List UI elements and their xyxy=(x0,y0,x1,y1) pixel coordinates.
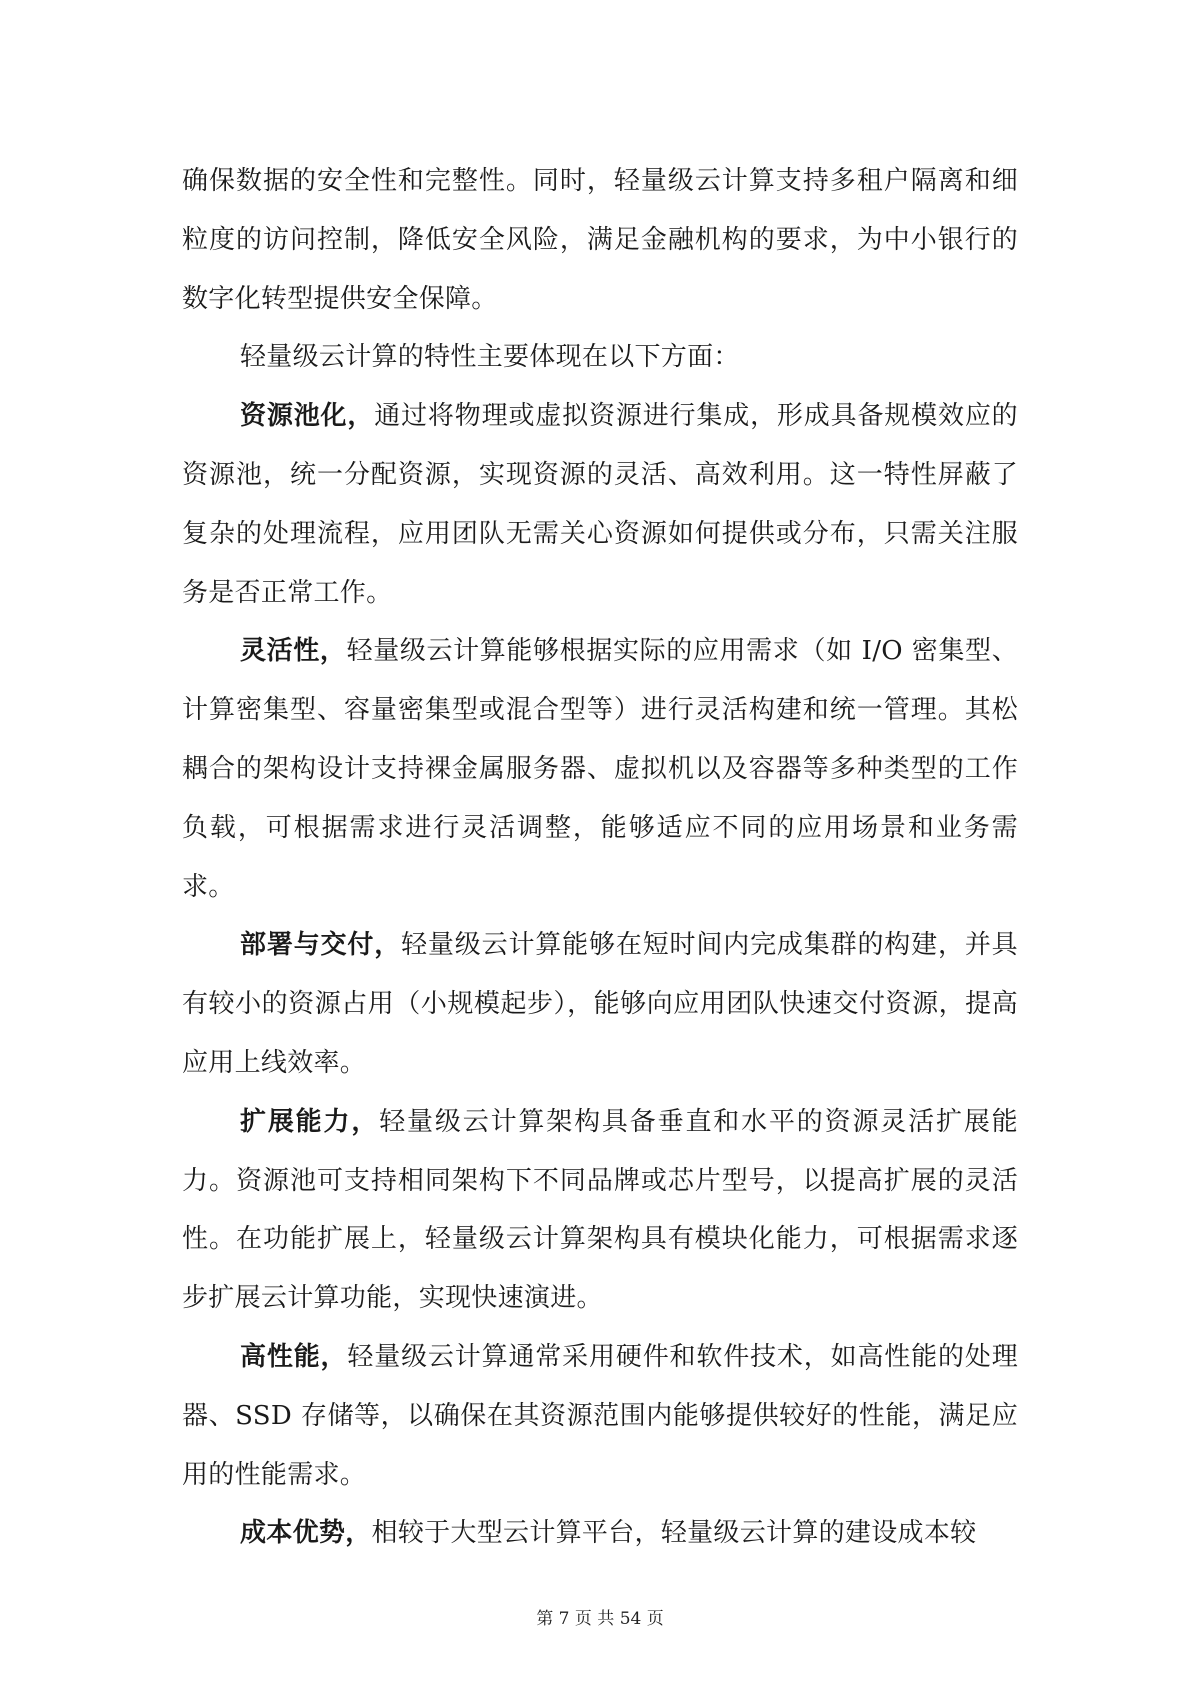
paragraph-1 xyxy=(182,328,1018,387)
paragraph-text: 相较于大型云计算平台，轻量级云计算的建设成本较 xyxy=(371,1518,977,1549)
paragraph-lead-term: 高性能， xyxy=(240,1341,348,1372)
paragraph-lead-term: 扩展能力， xyxy=(240,1106,380,1137)
paragraph-text: 确保数据的安全性和完整性。同时，轻量级云计算支持多租户隔离和细粒度的访问控制，降低安全风险，满足金融机构的要求，为中小银行的数字化转型提供安全保障。 xyxy=(182,166,1018,314)
paragraph-5 xyxy=(182,1093,1018,1328)
paragraph-lead-term: 资源池化， xyxy=(240,401,375,432)
paragraph-text: 轻量级云计算能够在短时间内完成集群的构建，并具有较小的资源占用（小规模起步），能够向应用团队快速交付资源，提高应用上线效率。 xyxy=(182,930,1018,1078)
paragraph-text: 轻量级云计算架构具备垂直和水平的资源灵活扩展能力。资源池可支持相同架构下不同品牌或芯片型号，以提高扩展的灵活性。在功能扩展上，轻量级云计算架构具有模块化能力，可根据需求逐步扩展云计算功能，实现快速演进。 xyxy=(182,1106,1018,1314)
paragraph-text: 轻量级云计算能够根据实际的应用需求（如 I/O 密集型、计算密集型、容量密集型或混合型等）进行灵活构建和统一管理。其松耦合的架构设计支持裸金属服务器、虚拟机以及容器等多种类型的工作负载，可根据需求进行灵活调整，能够适应不同的应用场景和业务需求。 xyxy=(182,636,1018,902)
paragraph-text: 轻量级云计算的特性主要体现在以下方面： xyxy=(240,342,740,373)
paragraph-4 xyxy=(182,916,1018,1092)
paragraph-lead-term: 部署与交付， xyxy=(240,930,402,961)
paragraph-2 xyxy=(182,387,1018,622)
paragraph-lead-term: 灵活性， xyxy=(240,636,347,667)
page-number-footer: 第 7 页 共 54 页 xyxy=(536,1609,664,1629)
paragraph-7 xyxy=(182,1504,1018,1563)
paragraph-6 xyxy=(182,1328,1018,1504)
body-text xyxy=(182,152,1018,1563)
paragraph-lead-term: 成本优势， xyxy=(240,1518,372,1549)
paragraph-text: 通过将物理或虚拟资源进行集成，形成具备规模效应的资源池，统一分配资源，实现资源的灵活、高效利用。这一特性屏蔽了复杂的处理流程，应用团队无需关心资源如何提供或分布，只需关注服务是否正常工作。 xyxy=(182,401,1018,608)
paragraph-text: 轻量级云计算通常采用硬件和软件技术，如高性能的处理器、SSD 存储等，以确保在其资源范围内能够提供较好的性能，满足应用的性能需求。 xyxy=(182,1341,1018,1490)
paragraph-3 xyxy=(182,622,1018,916)
paragraph-0 xyxy=(182,152,1018,328)
